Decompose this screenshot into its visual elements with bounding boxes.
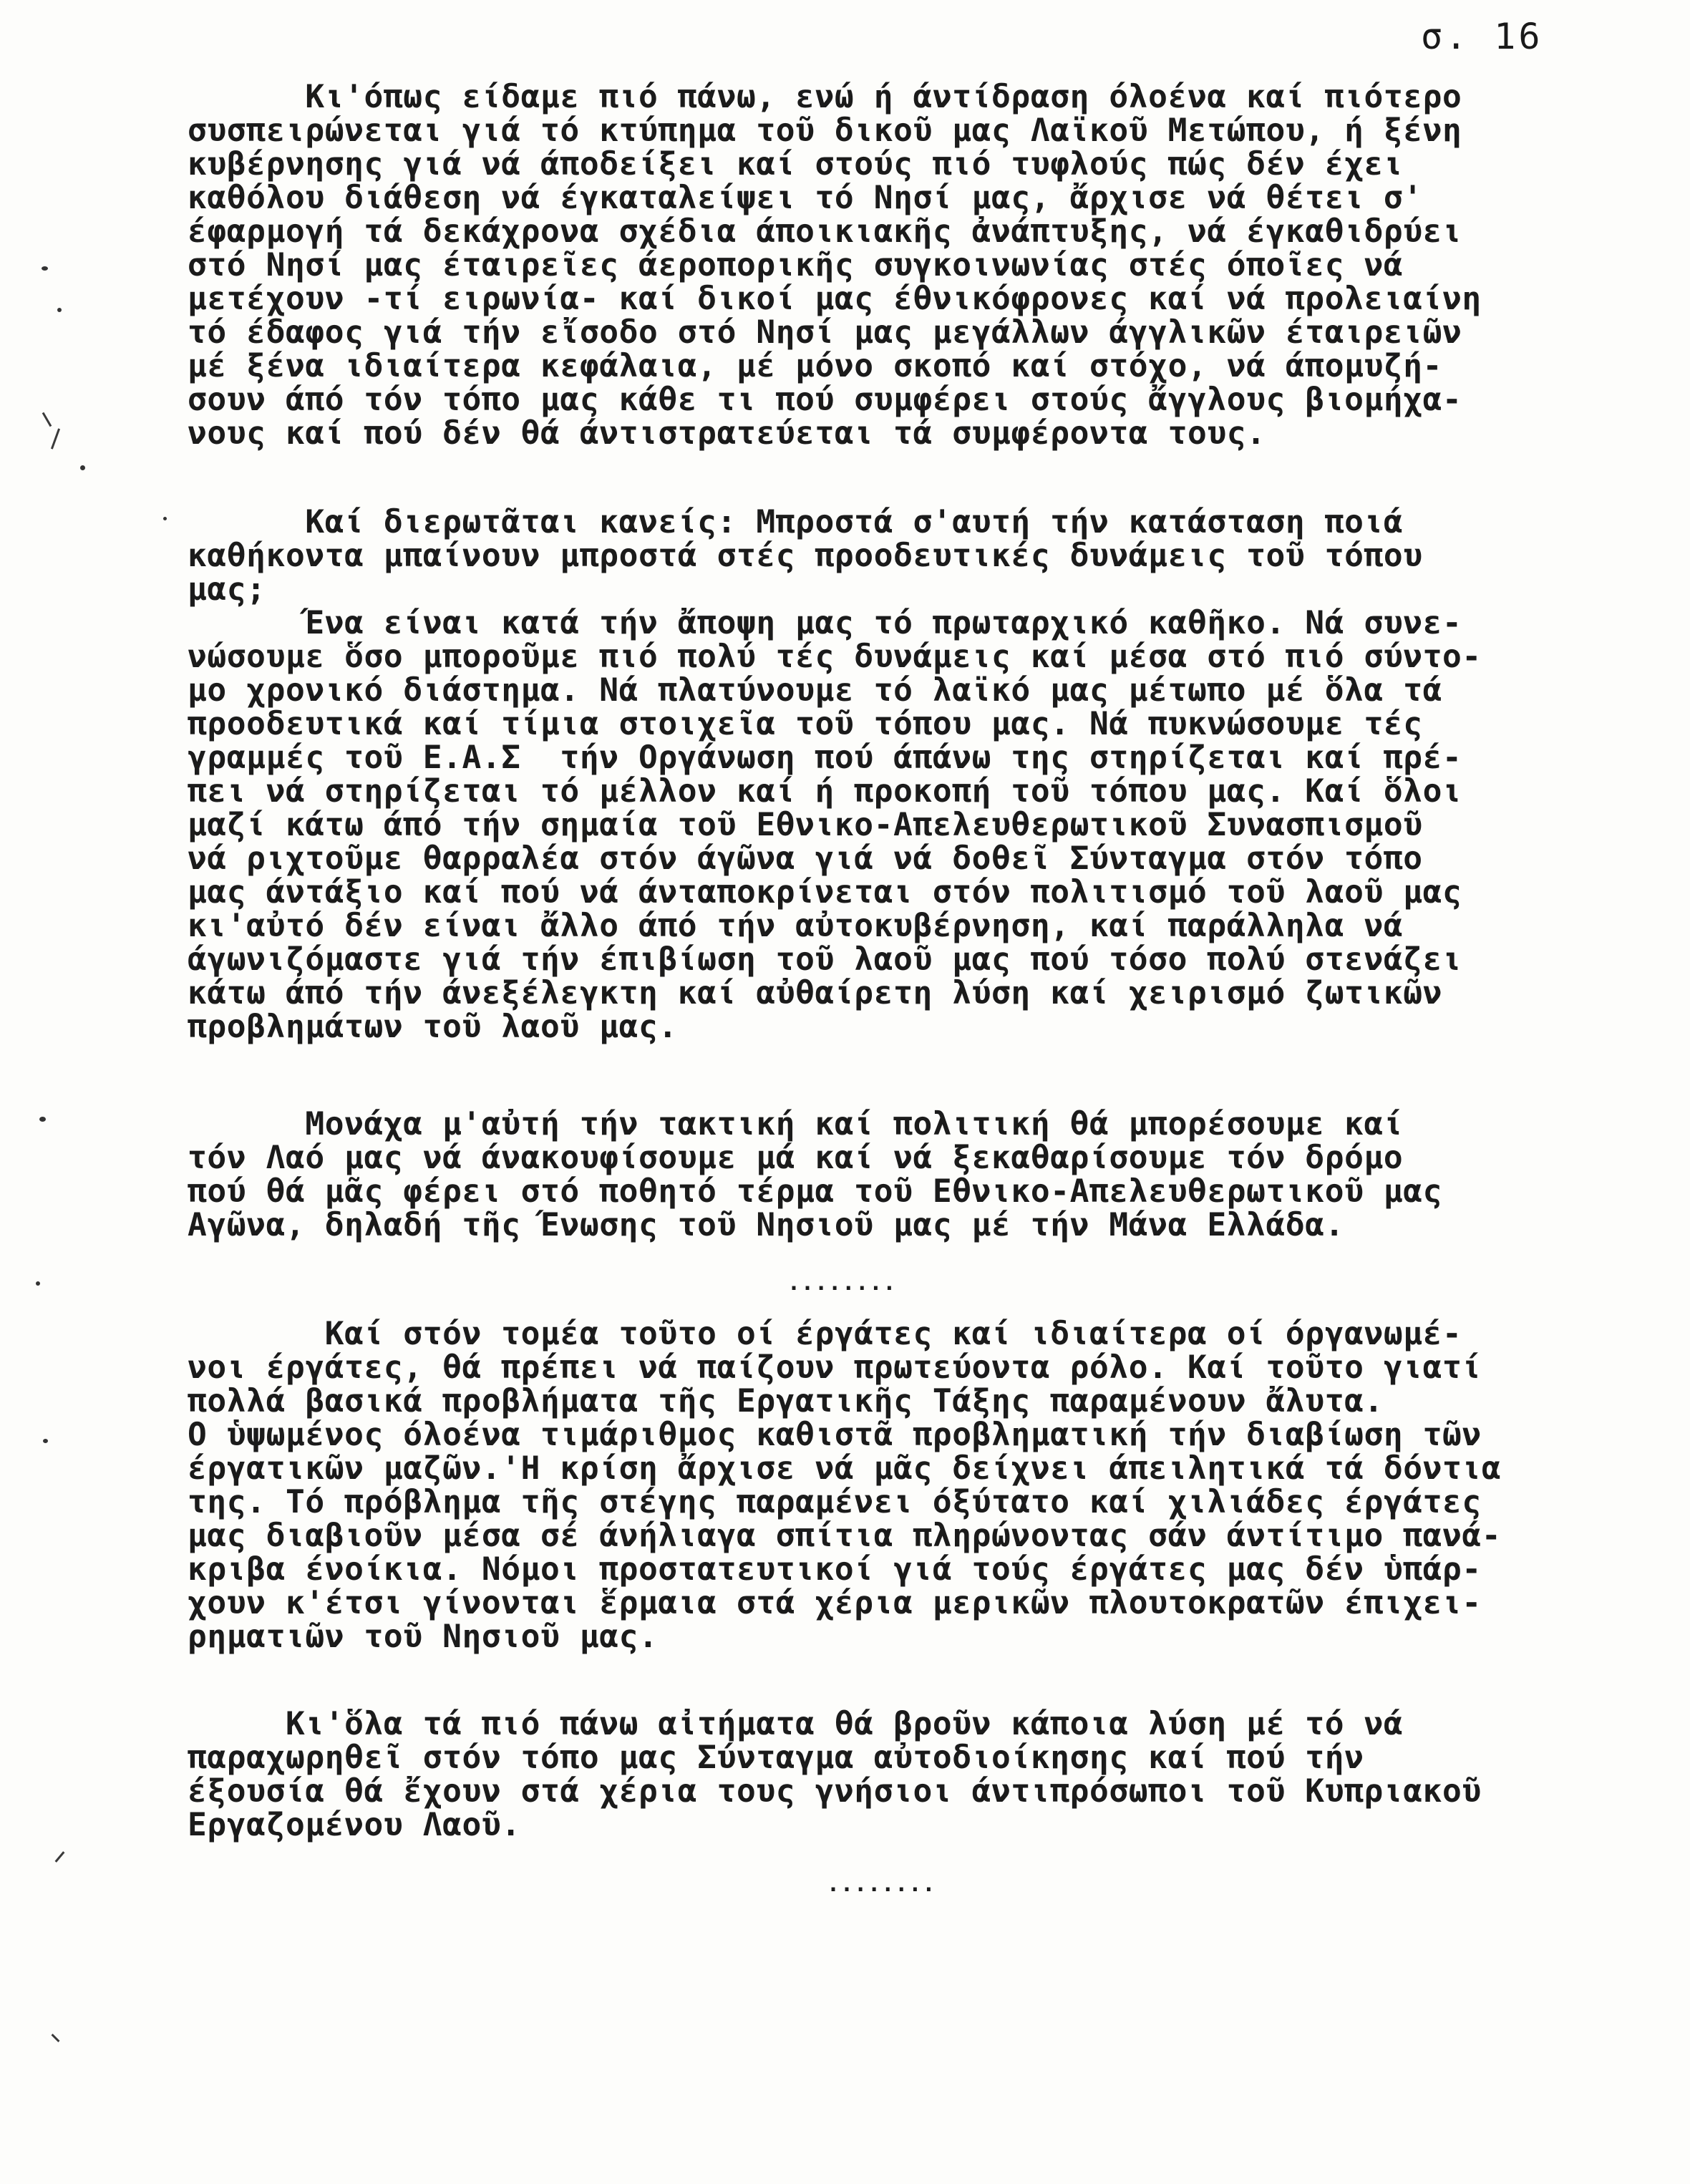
scan-speck bbox=[39, 1117, 46, 1122]
scan-speck bbox=[57, 308, 62, 312]
scan-stroke bbox=[42, 412, 52, 427]
paragraph-1: Κι'όπως είδαμε πιό πάνω, ενώ ή άντίδραση όλοένα καί πιότερο συσπειρώνεται γιά τό κτύπημα τοῦ δικοῦ μας Λαϊκοῦ Μετώπου, ή ξένη κυβέρνησης γιά νά άποδείξει καί στούς πιό τυφλούς πώς δέν έχει καθόλου διάθεση νά έγκαταλείψει τό Νησί μας, ἄρχισε νά θέτει σ' έφαρμογή τά δεκάχρονα σχέδια άποικιακῆς ἀνάπτυξης, νά έγκαθιδρύει στό Νησί μας έταιρεῖες άεροπορικῆς συγκοινωνίας στές όποῖες νά μετέχουν -τί ειρωνία- καί δικοί μας έθνικόφρονες καί νά προλειαίνη τό έδαφος γιά τήν εἴσοδο στό Νησί μας μεγάλλων άγγλικῶν έταιρειῶν μέ ξένα ιδιαίτερα κεφάλαια, μέ μόνο σκοπό καί στόχο, νά άπομυζή- σουν άπό τόν τόπο μας κάθε τι πού συμφέρει στούς ἄγγλους βιομήχα- νους καί πού δέν θά άντιστρατεύεται τά συμφέροντα τους. bbox=[188, 79, 1482, 452]
scan-speck bbox=[43, 1439, 48, 1443]
paragraph-5: Καί στόν τομέα τοῦτο οί έργάτες καί ιδιαίτερα οί όργανωμέ- νοι έργάτες, θά πρέπει νά παίζουν πρωτεύοντα ρόλο. Καί τοῦτο γιατί πολλά βασικά προβλήματα τῆς Εργατικῆς Τάξης παραμένουν ἄλυτα. Ο ὑψωμένος όλοένα τιμάριθμος καθιστᾶ προβληματική τήν διαβίωση τῶν έργατικῶν μαζῶν.'Η κρίση ἄρχισε νά μᾶς δείχνει άπειλητικά τά δόντια της. Τό πρόβλημα τῆς στέγης παραμένει όξύτατο καί χιλιάδες έργάτες μας διαβιοῦν μέσα σέ άνήλιαγα σπίτια πληρώνοντας σάν άντίτιμο πανά- κριβα ένοίκια. Νόμοι προστατευτικοί γιά τούς έργάτες μας δέν ὑπάρ- χουν κ'έτσι γίνονται ἕρμαια στά χέρια μερικῶν πλουτοκρατῶν έπιχει- ρηματιῶν τοῦ Νησιοῦ μας. bbox=[188, 1316, 1502, 1655]
scan-stroke bbox=[51, 2034, 59, 2042]
scan-speck bbox=[163, 517, 167, 520]
page-number: σ. 16 bbox=[1421, 16, 1543, 57]
scan-speck bbox=[36, 1281, 40, 1286]
scan-speck bbox=[42, 266, 48, 271]
scan-speck bbox=[80, 465, 85, 470]
paragraph-3: Ένα είναι κατά τήν ἄποψη μας τό πρωταρχικό καθῆκο. Νά συνε- νώσουμε ὅσο μποροῦμε πιό πολύ τές δυνάμεις καί μέσα στό πιό σύντο- μο χρονικό διάστημα. Νά πλατύνουμε τό λαϊκό μας μέτωπο μέ ὅλα τά προοδευτικά καί τίμια στοιχεῖα τοῦ τόπου μας. Νά πυκνώσουμε τές γραμμές τοῦ Ε.Α.Σ τήν Οργάνωση πού άπάνω της στηρίζεται καί πρέ- πει νά στηρίζεται τό μέλλον καί ή προκοπή τοῦ τόπου μας. Καί ὅλοι μαζί κάτω άπό τήν σημαία τοῦ Εθνικο-Απελευθερωτικοῦ Συνασπισμοῦ νά ριχτοῦμε θαρραλέα στόν άγῶνα γιά νά δοθεῖ Σύνταγμα στόν τόπο μας άντάξιο καί πού νά άνταποκρίνεται στόν πολιτισμό τοῦ λαοῦ μας κι'αὐτό δέν είναι ἄλλο άπό τήν αὐτοκυβέρνηση, καί παράλληλα νά άγωνιζόμαστε γιά τήν έπιβίωση τοῦ λαοῦ μας πού τόσο πολύ στενάζει κάτω άπό τήν άνεξέλεγκτη καί αὐθαίρετη λύση καί χειρισμό ζωτικῶν προβλημάτων τοῦ λαοῦ μας. bbox=[188, 605, 1482, 1045]
paragraph-6: Κι'ὅλα τά πιό πάνω αἰτήματα θά βροῦν κάποια λύση μέ τό νά παραχωρηθεῖ στόν τόπο μας Σύνταγμα αὐτοδιοίκησης καί πού τήν έξουσία θά ἔχουν στά χέρια τους γνήσιοι άντιπρόσωποι τοῦ Κυπριακοῦ Εργαζομένου Λαοῦ. bbox=[188, 1706, 1482, 1843]
paragraph-2: Καί διερωτᾶται κανείς: Μπροστά σ'αυτή τήν κατάσταση ποιά καθήκοντα μπαίνουν μπροστά στές προοδευτικές δυνάμεις τοῦ τόπου μας; bbox=[188, 504, 1423, 608]
end-separator: ........ bbox=[827, 1872, 936, 1897]
scan-stroke bbox=[55, 1851, 65, 1863]
paragraph-4: Μονάχα μ'αὐτή τήν τακτική καί πολιτική θά μπορέσουμε καί τόν Λαό μας νά άνακουφίσουμε μά καί νά ξεκαθαρίσουμε τόν δρόμο πού θά μᾶς φέρει στό ποθητό τέρμα τοῦ Εθνικο-Απελευθερωτικοῦ μας Αγῶνα, δηλαδή τῆς Ένωσης τοῦ Νησιοῦ μας μέ τήν Μάνα Ελλάδα. bbox=[188, 1106, 1443, 1243]
scan-stroke bbox=[51, 428, 60, 449]
section-separator: ........ bbox=[787, 1271, 897, 1296]
